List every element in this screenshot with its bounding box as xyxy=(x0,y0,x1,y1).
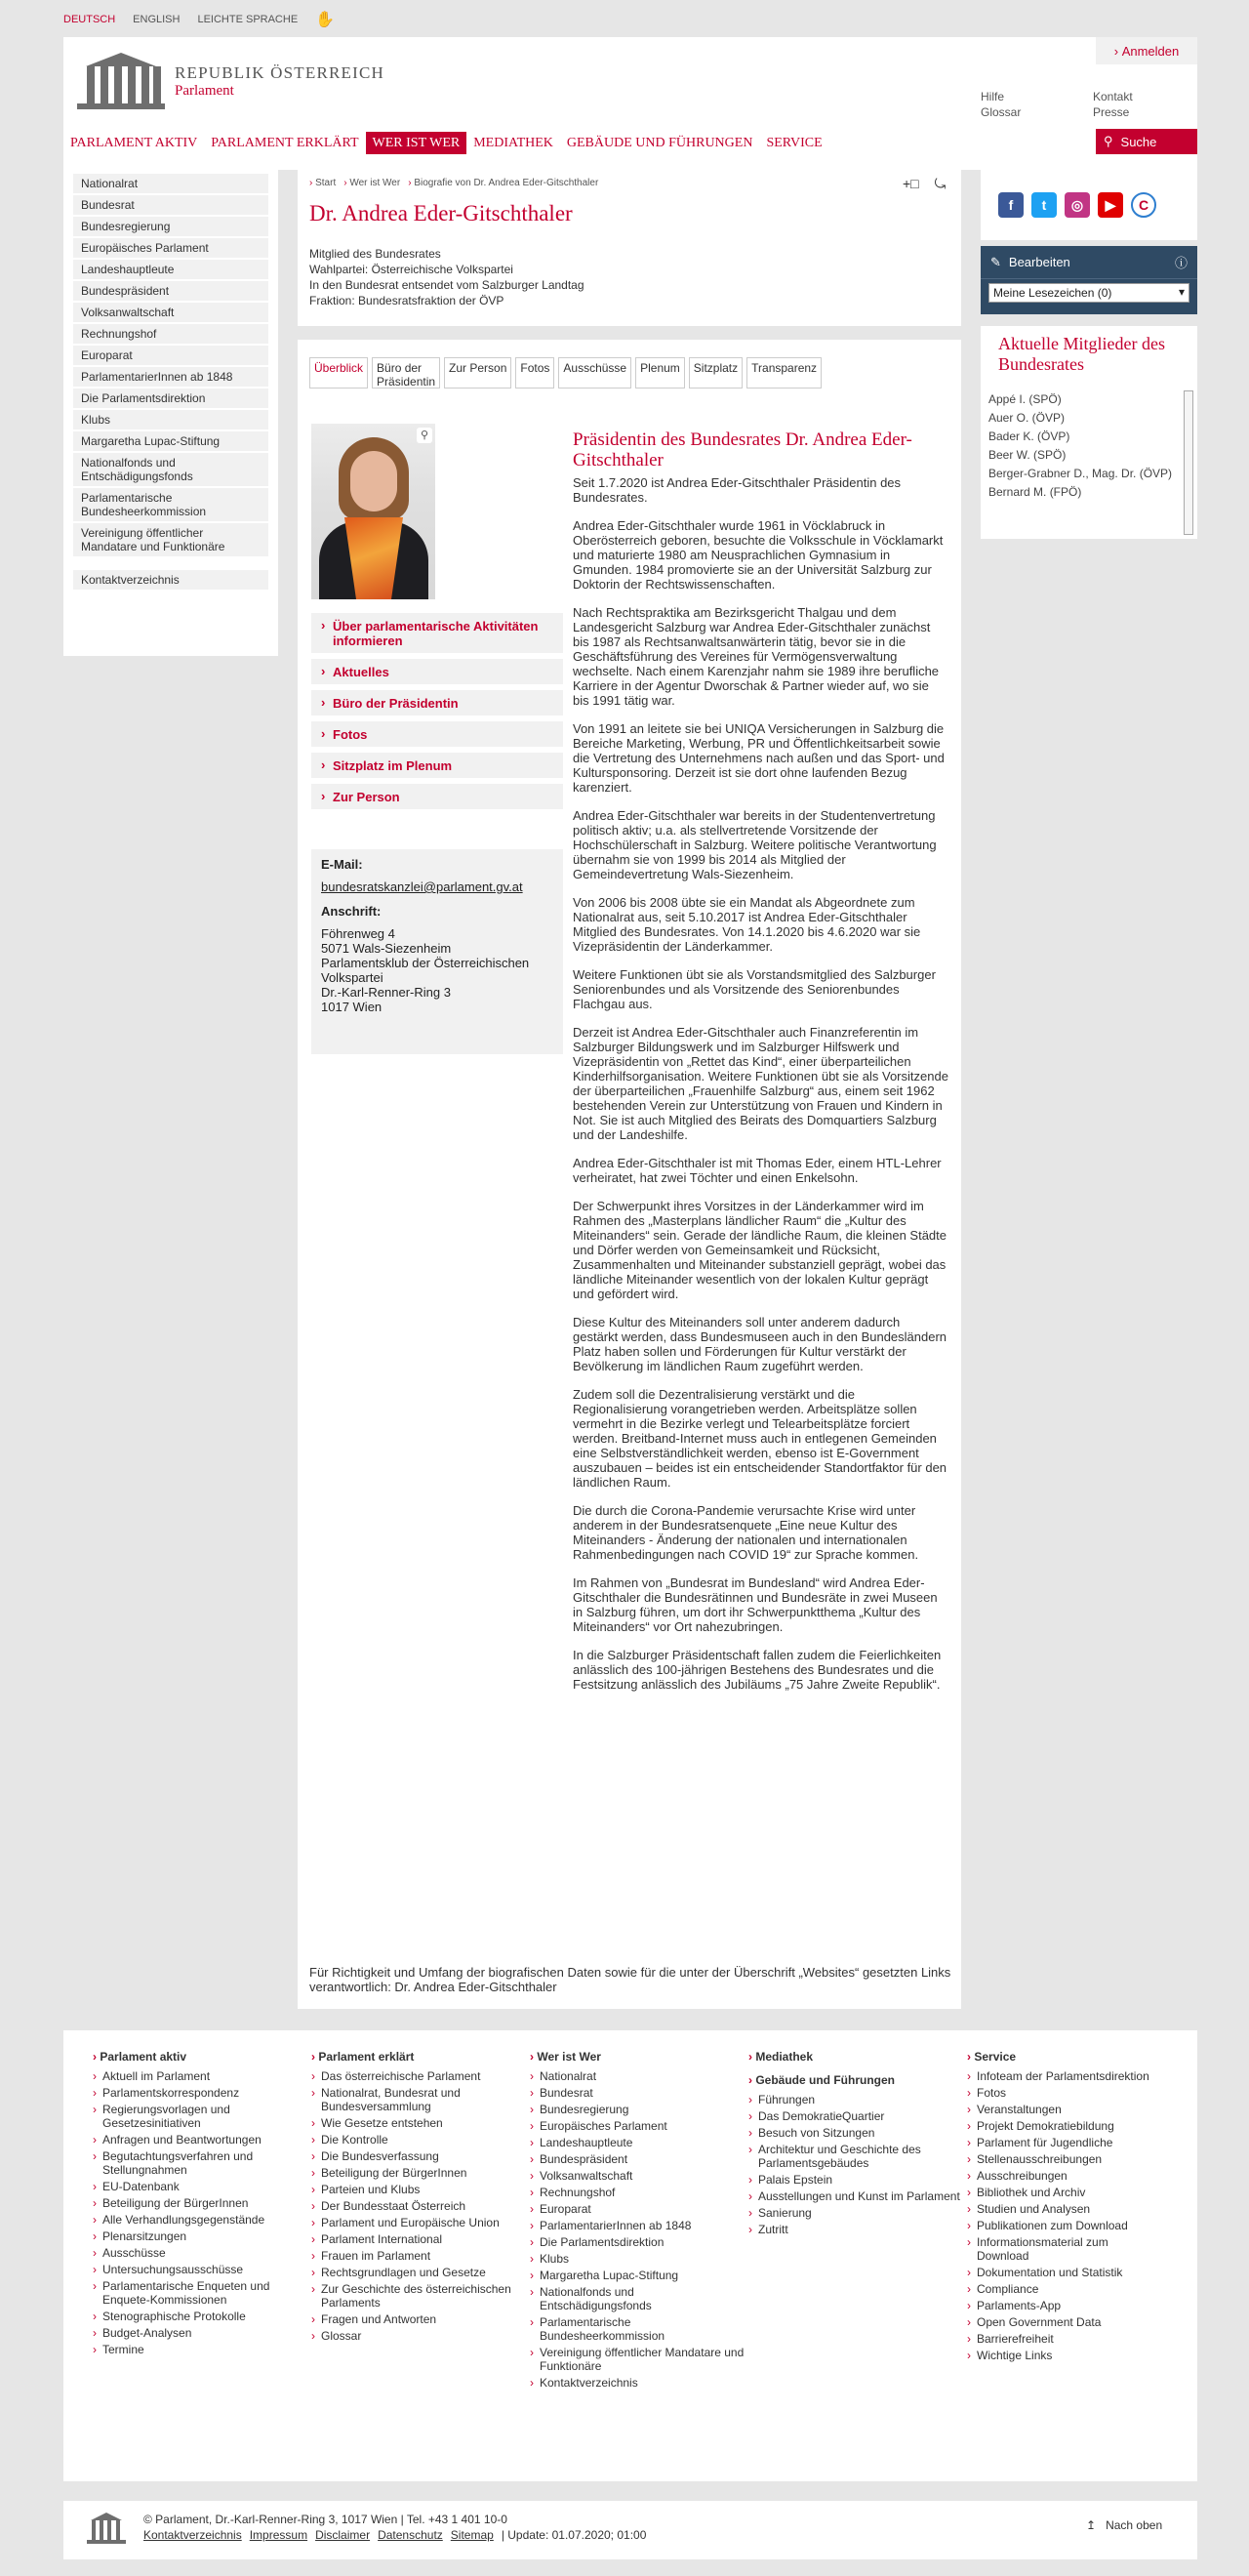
edit-panel xyxy=(981,246,1197,314)
profile-role: Mitglied des Bundesrates xyxy=(309,247,441,261)
update-text: | Update: 01.07.2020; 01:00 xyxy=(501,2528,647,2542)
article-title: Präsidentin des Bundesrates Dr. Andrea Eder-Gitschthaler xyxy=(573,429,912,470)
bookmarks-select[interactable] xyxy=(988,283,1189,303)
footer-link[interactable]: › Studien und Analysen xyxy=(967,2202,1162,2216)
tab-ueberblick[interactable]: Überblick xyxy=(309,357,368,388)
legal-link-impressum[interactable]: Impressum xyxy=(249,2528,308,2542)
footer-link[interactable]: › Beteiligung der BürgerInnen xyxy=(93,2196,311,2210)
profile-info xyxy=(309,246,584,308)
email-label: E-Mail: xyxy=(321,857,363,872)
info-icon[interactable]: ⓘ xyxy=(1174,256,1188,270)
footer-link[interactable]: › Parlament für Jugendliche xyxy=(967,2136,1162,2149)
breadcrumb-start[interactable]: › Start xyxy=(309,178,336,188)
footer-link[interactable]: › Ausschüsse xyxy=(93,2246,311,2260)
sidebar-item-landeshauptleute[interactable]: Landeshauptleute xyxy=(73,260,268,279)
profile-party: Wahlpartei: Österreichische Volkspartei xyxy=(309,263,513,276)
footer-link[interactable]: › Veranstaltungen xyxy=(967,2103,1162,2116)
footer-link[interactable]: › Glossar xyxy=(311,2329,530,2343)
footer-link[interactable]: › EU-Datenbank xyxy=(93,2180,311,2193)
link-aktivitaeten[interactable]: › Über parlamentarische Aktivitäten informieren xyxy=(311,613,563,653)
logo-subtitle: Parlament xyxy=(175,82,234,99)
footer-link[interactable]: › ParlamentarierInnen ab 1848 xyxy=(530,2219,748,2232)
footer-link[interactable]: › Parlament und Europäische Union xyxy=(311,2216,530,2229)
sidebar-item-europarat[interactable]: Europarat xyxy=(73,346,268,365)
list-item[interactable]: Bernard M. (FPÖ) xyxy=(988,485,1082,499)
tab-buero[interactable]: Büro der Präsidentin xyxy=(372,357,440,388)
footer-heading[interactable]: › Service xyxy=(967,2050,1162,2064)
footer-link[interactable]: › Stellenausschreibungen xyxy=(967,2152,1162,2166)
login-button[interactable]: › Anmelden xyxy=(1096,37,1197,64)
disclaimer-text: Für Richtigkeit und Umfang der biografischen Daten sowie für die unter der Überschrift „Websites“ gesetzten Links verantwortlich: Dr. Andrea Eder-Gitschthaler xyxy=(309,1965,951,1994)
footer-link[interactable]: › Wichtige Links xyxy=(967,2349,1162,2362)
page-tools xyxy=(903,176,946,192)
site-footer xyxy=(63,2030,1197,2481)
footer-link[interactable]: › Das österreichische Parlament xyxy=(311,2069,530,2083)
footer-link[interactable]: › Alle Verhandlungsgegenstände xyxy=(93,2213,311,2227)
sidebar-item-bundesrat[interactable]: Bundesrat xyxy=(73,195,268,215)
help-link[interactable]: Hilfe xyxy=(981,90,1005,103)
legal-link-disclaimer[interactable]: Disclaimer xyxy=(315,2528,371,2542)
footer-link[interactable]: › Landeshauptleute xyxy=(530,2136,748,2149)
sidebar-nav xyxy=(63,170,278,656)
footer-link[interactable]: › Projekt Demokratiebildung xyxy=(967,2119,1162,2133)
lang-english[interactable]: ENGLISH xyxy=(133,14,181,25)
tab-plenum[interactable]: Plenum xyxy=(635,357,685,388)
footer-link[interactable]: › Architektur und Geschichte des Parlamentsgebäudes xyxy=(748,2143,967,2170)
footer-link[interactable]: › Termine xyxy=(93,2343,311,2356)
parliament-app-icon[interactable]: C xyxy=(1131,192,1156,218)
facebook-icon[interactable]: f xyxy=(998,192,1024,218)
main-content xyxy=(298,340,961,2009)
sidebar-item-bundesregierung[interactable]: Bundesregierung xyxy=(73,217,268,236)
nav-gebaeude[interactable]: GEBÄUDE UND FÜHRUNGEN xyxy=(566,136,753,150)
tab-sitzplatz[interactable]: Sitzplatz xyxy=(689,357,743,388)
contact-box xyxy=(311,849,563,1054)
footer-link[interactable]: › Regierungsvorlagen und Gesetzesinitiativen xyxy=(93,2103,311,2130)
footer-link[interactable]: › Ausschreibungen xyxy=(967,2169,1162,2183)
article-paragraph: In die Salzburger Präsidentschaft fallen zudem die Feierlichkeiten anlässlich des 100-jährigen Bestehens des Bundesrates und die Festsitzung anlässlich des Jubiläums „75 Jahre Zweite Republik“. xyxy=(573,1648,942,1692)
language-bar xyxy=(63,14,335,29)
footer-link[interactable]: › Bundesregierung xyxy=(530,2103,748,2116)
search-button[interactable] xyxy=(1096,129,1197,154)
footer-link[interactable]: › Untersuchungsausschüsse xyxy=(93,2263,311,2276)
sidebar-item-bundespraesident[interactable]: Bundespräsident xyxy=(73,281,268,301)
footer-link[interactable]: › Parlamentskorrespondenz xyxy=(93,2086,311,2100)
article-paragraph: Die durch die Corona-Pandemie verursachte Krise wird unter anderem in der Bundesratsenquete „Eine neue Kultur des Miteinanders - Änderung der nationalen und internationalen Rahmenbedingungen nach COVID 19“ zur Sprache kommen. xyxy=(573,1503,919,1562)
link-fotos[interactable]: › Fotos xyxy=(311,721,563,747)
sidebar-item-parlamentarierinnen[interactable]: ParlamentarierInnen ab 1848 xyxy=(73,367,268,387)
footer-link[interactable]: › Kontaktverzeichnis xyxy=(530,2376,748,2390)
address-label: Anschrift: xyxy=(321,904,382,919)
footer-heading[interactable]: › Parlament erklärt xyxy=(311,2050,530,2064)
footer-link[interactable]: › Ausstellungen und Kunst im Parlament xyxy=(748,2189,967,2203)
list-item[interactable]: Auer O. (ÖVP) xyxy=(988,411,1066,425)
search-label: Suche xyxy=(1120,134,1157,149)
footer-link[interactable]: › Compliance xyxy=(967,2282,1162,2296)
sidebar-item-kontaktverzeichnis[interactable]: Kontaktverzeichnis xyxy=(73,570,268,590)
breadcrumb xyxy=(309,178,598,188)
sidebar-item-nationalrat[interactable]: Nationalrat xyxy=(73,174,268,193)
footer-link[interactable]: › Frauen im Parlament xyxy=(311,2249,530,2263)
footer-link[interactable]: › Besuch von Sitzungen xyxy=(748,2126,967,2140)
tab-fotos[interactable]: Fotos xyxy=(515,357,554,388)
footer-link[interactable]: › Stenographische Protokolle xyxy=(93,2310,311,2323)
edit-header[interactable] xyxy=(981,246,1197,279)
footer-link[interactable]: › Bundesrat xyxy=(530,2086,748,2100)
link-sitzplatz[interactable]: › Sitzplatz im Plenum xyxy=(311,753,563,778)
footer-column-mediathek xyxy=(748,2050,967,2392)
footer-link[interactable]: › Publikationen zum Download xyxy=(967,2219,1162,2232)
footer-link[interactable]: › Vereinigung öffentlicher Mandatare und Funktionäre xyxy=(530,2346,748,2373)
action-links xyxy=(311,613,563,815)
parliament-building-icon xyxy=(87,2513,126,2544)
nav-wer-ist-wer[interactable]: WER IST WER xyxy=(366,132,467,154)
footer-link[interactable]: › Budget-Analysen xyxy=(93,2326,311,2340)
share-icon[interactable]: ⤿ xyxy=(934,176,947,191)
bottom-bar xyxy=(63,2501,1197,2559)
tab-transparenz[interactable]: Transparenz xyxy=(746,357,822,388)
list-item[interactable]: Bader K. (ÖVP) xyxy=(988,429,1070,443)
list-item[interactable]: Appé I. (SPÖ) xyxy=(988,392,1062,406)
sidebar-item-nationalfonds[interactable]: Nationalfonds und Entschädigungsfonds xyxy=(73,453,268,486)
sidebar-item-rechnungshof[interactable]: Rechnungshof xyxy=(73,324,268,344)
sidebar-item-bundesheerkommission[interactable]: Parlamentarische Bundesheerkommission xyxy=(73,488,268,521)
footer-link[interactable]: › Fotos xyxy=(967,2086,1162,2100)
page-title: Dr. Andrea Eder-Gitschthaler xyxy=(309,201,573,225)
footer-column-parlament-aktiv xyxy=(93,2050,311,2392)
article-paragraph: Im Rahmen von „Bundesrat im Bundesland“ wird Andrea Eder-Gitschthaler die Bundesrätinnen und Bundesräte in zwei Museen in Salzburg führen, um dort ihr Schwerpunktthema „Kultur des Miteinanders“ vor Ort nahezubringen. xyxy=(573,1575,938,1634)
legal-link-datenschutz[interactable]: Datenschutz xyxy=(378,2528,443,2542)
footer-link[interactable]: › Die Bundesverfassung xyxy=(311,2149,530,2163)
footer-link[interactable]: › Beteiligung der BürgerInnen xyxy=(311,2166,530,2180)
footer-link[interactable]: › Aktuell im Parlament xyxy=(93,2069,311,2083)
parliament-logo[interactable] xyxy=(77,53,384,109)
address: Föhrenweg 4 5071 Wals-Siezenheim Parlamentsklub der Österreichischen Volkspartei Dr.-Karl-Renner-Ring 3 1017 Wien xyxy=(321,926,530,1014)
back-to-top-link[interactable] xyxy=(1086,2518,1162,2532)
zoom-icon[interactable]: ⚲ xyxy=(417,428,432,443)
sidebar-item-vereinigung[interactable]: Vereinigung öffentlicher Mandatare und Funktionäre xyxy=(73,523,268,556)
footer-link[interactable]: › Europäisches Parlament xyxy=(530,2119,748,2133)
site-header xyxy=(63,37,1197,170)
social-links xyxy=(981,170,1197,240)
profile-faction: Fraktion: Bundesratsfraktion der ÖVP xyxy=(309,294,504,307)
nav-parlament-aktiv[interactable]: PARLAMENT AKTIV xyxy=(70,136,198,150)
pencil-icon: ✎ xyxy=(990,254,1001,269)
footer-link[interactable]: › Bundespräsident xyxy=(530,2152,748,2166)
article-paragraph: Andrea Eder-Gitschthaler wurde 1961 in Vöcklabruck in Oberösterreich geboren, besuchte die Volksschule in Vöcklamarkt und maturierte 1980 am Neusprachlichen Gymnasium in Gmunden. 1984 promovierte sie an der Universität Salzburg zur Doktorin der Rechtswissenschaften. xyxy=(573,518,944,592)
footer-link[interactable]: › Rechnungshof xyxy=(530,2186,748,2199)
back-to-top-label: Nach oben xyxy=(1106,2518,1163,2532)
add-bookmark-icon[interactable]: +□ xyxy=(903,176,919,191)
lang-easy[interactable]: LEICHTE SPRACHE xyxy=(197,14,299,25)
sidebar-item-europaeisches-parlament[interactable]: Europäisches Parlament xyxy=(73,238,268,258)
tab-zur-person[interactable]: Zur Person xyxy=(444,357,511,388)
footer-heading[interactable]: › Mediathek xyxy=(748,2050,967,2064)
footer-link[interactable]: › Plenarsitzungen xyxy=(93,2229,311,2243)
article-paragraph: Seit 1.7.2020 ist Andrea Eder-Gitschthaler Präsidentin des Bundesrates. xyxy=(573,475,902,505)
breadcrumb-current: › Biografie von Dr. Andrea Eder-Gitschthaler xyxy=(408,178,598,188)
footer-link[interactable]: › Wie Gesetze entstehen xyxy=(311,2116,530,2130)
sidebar-item-lupac-stiftung[interactable]: Margaretha Lupac-Stiftung xyxy=(73,431,268,451)
search-icon: ⚲ xyxy=(1104,134,1113,148)
footer-link[interactable]: › Informationsmaterial zum Download xyxy=(967,2235,1162,2263)
footer-link[interactable]: › Das DemokratieQuartier xyxy=(748,2109,967,2123)
footer-link[interactable]: › Infoteam der Parlamentsdirektion xyxy=(967,2069,1162,2083)
footer-heading[interactable]: › Parlament aktiv xyxy=(93,2050,311,2064)
nav-mediathek[interactable]: MEDIATHEK xyxy=(473,136,553,150)
link-buero[interactable]: › Büro der Präsidentin xyxy=(311,690,563,716)
sidebar-item-klubs[interactable]: Klubs xyxy=(73,410,268,429)
members-list xyxy=(988,392,1180,504)
footer-link[interactable]: › Fragen und Antworten xyxy=(311,2312,530,2326)
article-paragraph: Diese Kultur des Miteinanders soll unter anderem dadurch gestärkt werden, dass Bundesmuseen auch in den Bundesländern Platz haben sollen und Förderungen für Kultur verstärkt der Bevölkerung im ländlichen Raum zugeführt werden. xyxy=(573,1315,947,1373)
footer-column-parlament-erklaert xyxy=(311,2050,530,2392)
footer-link[interactable]: › Führungen xyxy=(748,2093,967,2106)
footer-link[interactable]: › Margaretha Lupac-Stiftung xyxy=(530,2269,748,2282)
tab-ausschuesse[interactable]: Ausschüsse xyxy=(558,357,631,388)
footer-link[interactable]: › Palais Epstein xyxy=(748,2173,967,2187)
footer-link[interactable]: › Parlamentarische Bundesheerkommission xyxy=(530,2315,748,2343)
sign-language-icon[interactable]: ✋ xyxy=(315,12,336,28)
profile-header xyxy=(298,170,961,326)
members-title: Aktuelle Mitglieder des Bundesrates xyxy=(998,334,1165,374)
footer-link[interactable]: › Sanierung xyxy=(748,2206,967,2220)
contact-link[interactable]: Kontakt xyxy=(1093,90,1133,103)
article-paragraph: Von 2006 bis 2008 übte sie ein Mandat als Abgeordnete zum Nationalrat aus, seit 5.10.2017 ist Andrea Eder-Gitschthaler Mitglied des Bundesrates. Von 14.1.2020 bis 4.6.2020 war sie Vizepräsidentin der Länderkammer. xyxy=(573,895,921,954)
email-link[interactable]: bundesratskanzlei@parlament.gv.at xyxy=(321,879,523,894)
footer-link[interactable]: › Bibliothek und Archiv xyxy=(967,2186,1162,2199)
legal-link-kontaktverzeichnis[interactable]: Kontaktverzeichnis xyxy=(143,2528,242,2542)
edit-label: Bearbeiten xyxy=(1008,255,1070,269)
bookmarks-select-value: Meine Lesezeichen (0) xyxy=(993,286,1112,300)
youtube-icon[interactable]: ▶ xyxy=(1098,192,1123,218)
footer-link[interactable]: › Der Bundesstaat Österreich xyxy=(311,2199,530,2213)
press-link[interactable]: Presse xyxy=(1093,105,1130,119)
instagram-icon[interactable]: ◎ xyxy=(1065,192,1090,218)
list-item[interactable]: Beer W. (SPÖ) xyxy=(988,448,1067,462)
link-aktuelles[interactable]: › Aktuelles xyxy=(311,659,563,684)
footer-link[interactable]: › Europarat xyxy=(530,2202,748,2216)
legal-link-sitemap[interactable]: Sitemap xyxy=(450,2528,494,2542)
breadcrumb-wer-ist-wer[interactable]: › Wer ist Wer xyxy=(343,178,400,188)
glossary-link[interactable]: Glossar xyxy=(981,105,1022,119)
lang-german[interactable]: DEUTSCH xyxy=(63,14,116,25)
article-paragraph: Andrea Eder-Gitschthaler ist mit Thomas Eder, einem HTL-Lehrer verheiratet, hat zwei Töchter und einen Enkelsohn. xyxy=(573,1156,942,1185)
footer-link[interactable]: › Parlament International xyxy=(311,2232,530,2246)
login-label: Anmelden xyxy=(1121,43,1180,59)
portrait-photo[interactable] xyxy=(311,424,435,599)
chevron-down-icon: ▾ xyxy=(1178,285,1185,299)
footer-link[interactable]: › Zutritt xyxy=(748,2223,967,2236)
footer-link[interactable]: › Parlamentarische Enqueten und Enquete-Kommissionen xyxy=(93,2279,311,2307)
footer-link[interactable]: › Parlaments-App xyxy=(967,2299,1162,2312)
footer-column-service xyxy=(967,2050,1162,2392)
footer-link[interactable]: › Zur Geschichte des österreichischen Parlaments xyxy=(311,2282,530,2310)
footer-heading[interactable]: › Gebäude und Führungen xyxy=(748,2073,967,2087)
biography-article xyxy=(573,429,948,1705)
footer-link[interactable]: › Volksanwaltschaft xyxy=(530,2169,748,2183)
footer-link[interactable]: › Begutachtungsverfahren und Stellungnahmen xyxy=(93,2149,311,2177)
footer-link[interactable]: › Nationalrat, Bundesrat und Bundesversammlung xyxy=(311,2086,530,2113)
utility-links xyxy=(981,90,1171,119)
footer-link[interactable]: › Die Parlamentsdirektion xyxy=(530,2235,748,2249)
footer-link[interactable]: › Klubs xyxy=(530,2252,748,2266)
nav-service[interactable]: SERVICE xyxy=(766,136,823,150)
nav-parlament-erklaert[interactable]: PARLAMENT ERKLÄRT xyxy=(211,136,359,150)
article-paragraph: Zudem soll die Dezentralisierung verstärkt und die Regionalisierung vorangetrieben werden. Arbeitsplätze sollen vermehrt in die Bezirke verlegt und Telearbeitsplätze forciert werden. Breitband-Internet muss auch in entlegenen Gemeinden eine Selbstverständlichkeit werden, ebenso ist E-Government auszubauen – beides ist ein entscheidender Standortfaktor für den ländlichen Raum. xyxy=(573,1387,947,1490)
members-panel xyxy=(981,326,1197,539)
main-nav xyxy=(63,132,829,154)
sidebar-item-volksanwaltschaft[interactable]: Volksanwaltschaft xyxy=(73,303,268,322)
footer-link[interactable]: › Nationalrat xyxy=(530,2069,748,2083)
footer-link[interactable]: › Anfragen und Beantwortungen xyxy=(93,2133,311,2147)
footer-link[interactable]: › Nationalfonds und Entschädigungsfonds xyxy=(530,2285,748,2312)
article-paragraph: Weitere Funktionen übt sie als Vorstandsmitglied des Salzburger Seniorenbundes und als Vorsitzende des Seniorenbundes Flachgau aus. xyxy=(573,967,936,1011)
footer-column-wer-ist-wer xyxy=(530,2050,748,2392)
article-paragraph: Der Schwerpunkt ihres Vorsitzes in der Länderkammer wird im Rahmen des „Masterplans ländlicher Raum“ die „Kultur des Miteinanders“ sein. Gerade der ländliche Raum, die kleinen Städte und Dörfer werden von Gemeinsamkeit und Rücksicht, Zusammenhalten und Miteinander substanziell geprägt, wobei das ländliche Miteinander wesentlich von der lokalen Kultur geprägt und gefördert wird. xyxy=(573,1199,947,1301)
footer-heading[interactable]: › Wer ist Wer xyxy=(530,2050,748,2064)
parliament-building-icon xyxy=(77,53,165,109)
list-item[interactable]: Berger-Grabner D., Mag. Dr. (ÖVP) xyxy=(988,467,1173,480)
arrow-up-icon: ↥ xyxy=(1086,2518,1097,2532)
profile-tabs xyxy=(309,357,822,388)
article-paragraph: Nach Rechtspraktika am Bezirksgericht Thalgau und dem Landesgericht Salzburg war Andrea Eder-Gitschthaler zunächst bis 1987 als Rechtsanwaltsanwärterin tätig, bevor sie in die Geschäftsführung des Vereines für Vermögensverwaltung wechselte. Nach einem Karenzjahr nahm sie 1989 ihre berufliche Karriere in der Agentur Dworschak & Partner wieder auf, wo sie bis 1991 tätig war. xyxy=(573,605,940,708)
footer-link[interactable]: › Open Government Data xyxy=(967,2315,1162,2329)
article-paragraph: Derzeit ist Andrea Eder-Gitschthaler auch Finanzreferentin im Salzburger Bildungswerk und im Salzburger Hilfswerk und Vizepräsidentin von „Rettet das Kind“, einer überparteilichen Kinderhilfsorganisation. Weitere Funktionen übt sie als Vorsitzende der überparteilichen „Frauenhilfe Salzburg“ aus, einem seit 1962 bestehenden Verein zur Unterstützung von Frauen und Kindern in Not. Sie ist auch Mitglied des Beirats des Domquartiers Salzburg und der Landeshilfe. xyxy=(573,1025,948,1142)
logo-title: REPUBLIK ÖSTERREICH xyxy=(175,62,385,82)
sidebar-item-parlamentsdirektion[interactable]: Die Parlamentsdirektion xyxy=(73,388,268,408)
link-zur-person[interactable]: › Zur Person xyxy=(311,784,563,809)
profile-delegation: In den Bundesrat entsendet vom Salzburger Landtag xyxy=(309,278,584,292)
article-paragraph: Von 1991 an leitete sie bei UNIQA Versicherungen in Salzburg die Bereiche Marketing, Werbung, PR und Öffentlichkeitsarbeit sowie die Vertretung des Unternehmens nach außen und das Sport- und Kultursponsoring. Derzeit ist sie dort ohne laufenden Bezug karenziert. xyxy=(573,721,945,795)
footer-link[interactable]: › Barrierefreiheit xyxy=(967,2332,1162,2346)
members-scrollbar[interactable] xyxy=(1184,390,1193,535)
copyright-text: © Parlament, Dr.-Karl-Renner-Ring 3, 1017 Wien | Tel. +43 1 401 10-0 xyxy=(143,2513,507,2526)
footer-link[interactable]: › Parteien und Klubs xyxy=(311,2183,530,2196)
footer-link[interactable]: › Dokumentation und Statistik xyxy=(967,2266,1162,2279)
footer-link[interactable]: › Rechtsgrundlagen und Gesetze xyxy=(311,2266,530,2279)
footer-link[interactable]: › Die Kontrolle xyxy=(311,2133,530,2147)
twitter-icon[interactable]: t xyxy=(1031,192,1057,218)
article-paragraph: Andrea Eder-Gitschthaler war bereits in der Studentenvertretung politisch aktiv; u.a. als stellvertretende Vorsitzende der Hochschülerschaft in Salzburg. Weitere politische Verantwortung übernahm sie von 1999 bis 2014 als Mitglied der Gemeindevertretung Wals-Siezenheim. xyxy=(573,808,937,881)
legal-links xyxy=(143,2528,646,2542)
